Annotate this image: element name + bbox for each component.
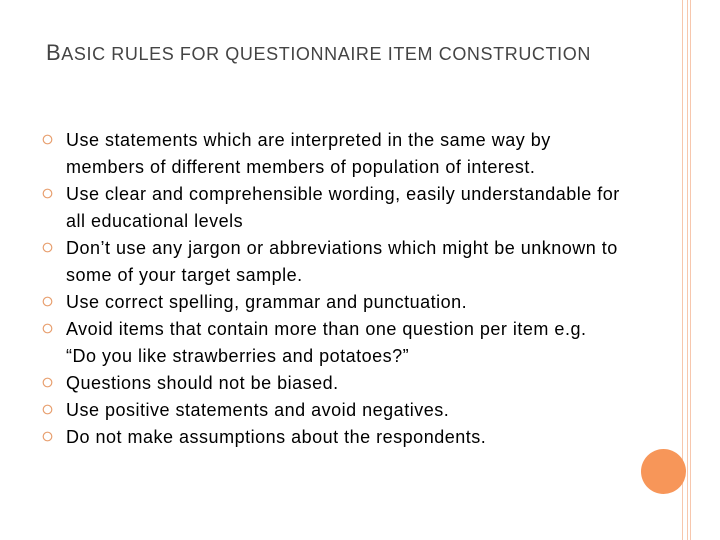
bullet-item	[40, 397, 620, 424]
bullet-list	[40, 127, 620, 451]
bullet-item	[40, 181, 620, 235]
decorative-vertical-rule	[687, 0, 688, 540]
bullet-item	[40, 316, 620, 370]
bullet-text: Don’t use any jargon or abbreviations which might be unknown to some of your target sample.	[66, 238, 618, 285]
bullet-circle-icon	[42, 377, 53, 388]
bullet-item	[40, 235, 620, 289]
slide-title-initial: B	[46, 40, 62, 65]
bullet-item	[40, 370, 620, 397]
bullet-circle-icon	[42, 134, 53, 145]
bullet-circle-icon	[42, 404, 53, 415]
bullet-text: Use correct spelling, grammar and punctuation.	[66, 292, 468, 312]
bullet-text: Use positive statements and avoid negatives.	[66, 400, 450, 420]
bullet-text: Use clear and comprehensible wording, easily understandable for all educational levels	[66, 184, 620, 231]
bullet-text: Questions should not be biased.	[66, 373, 339, 393]
bullet-text: Avoid items that contain more than one question per item e.g. “Do you like strawberries and potatoes?”	[66, 319, 587, 366]
bullet-circle-icon	[42, 431, 53, 442]
bullet-circle-icon	[42, 296, 53, 307]
bullet-text: Use statements which are interpreted in the same way by members of different members of population of interest.	[66, 130, 551, 177]
slide-title-rest: ASIC RULES FOR QUESTIONNAIRE ITEM CONSTRUCTION	[61, 44, 591, 64]
slide-title	[46, 33, 646, 74]
decorative-orange-circle	[641, 449, 686, 494]
bullet-text: Do not make assumptions about the respondents.	[66, 427, 487, 447]
bullet-item	[40, 127, 620, 181]
bullet-circle-icon	[42, 242, 53, 253]
bullet-item	[40, 289, 620, 316]
bullet-item	[40, 424, 620, 451]
bullet-circle-icon	[42, 188, 53, 199]
bullet-circle-icon	[42, 323, 53, 334]
decorative-vertical-rule	[690, 0, 691, 540]
